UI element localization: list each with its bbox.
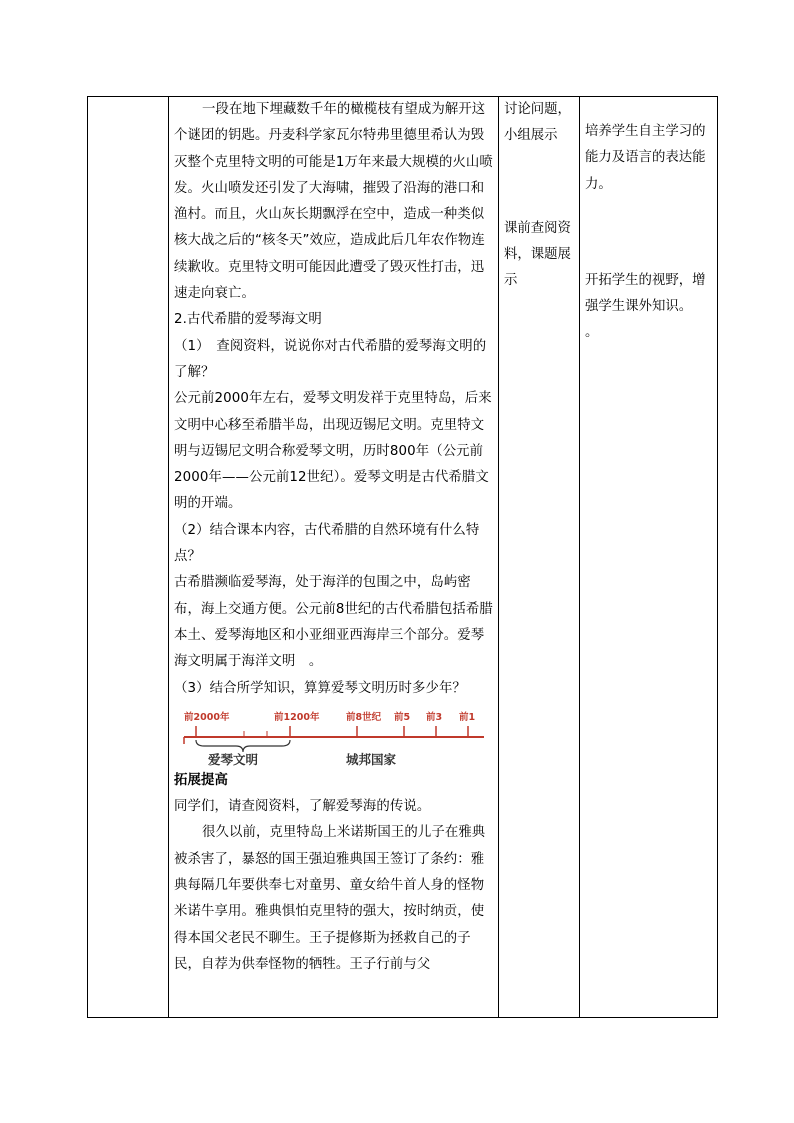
student-activity-cell [499,97,580,1018]
timeline-label-5: 前5 [394,711,411,723]
aegean-brace [196,740,290,752]
timeline-label-2000: 前2000年 [184,711,230,723]
activity-spacer [499,150,579,216]
timeline-label-1200: 前1200年 [274,711,320,723]
intent-self-study: 培养学生自主学习的能力及语言的表达能力。 [585,124,706,192]
extend-intro: 同学们，请查阅资料，了解爱琴海的传说。 [174,799,431,815]
lesson-plan-table [87,96,718,1018]
teaching-content-cell [169,97,499,1018]
timeline-label-3: 前3 [426,711,443,723]
intent-period: 。 [585,325,599,341]
extend-title: 拓展提高 [174,772,228,788]
design-intent-cell [580,97,718,1018]
answer-1: 公元前2000年左右，爱琴文明发祥于克里特岛，后来文明中心移至希腊半岛，出现迈锡尼文明。克里特文明与迈锡尼文明合称爱琴文明，历时800年（公元前2000年——公元前12世纪）。爱琴文明是古代希腊文明的开端。 [174,391,492,512]
answer-2: 古希腊濒临爱琴海，处于海洋的包围之中，岛屿密布，海上交通方便。公元前8世纪的古代希腊包括希腊本土、爱琴海地区和小亚细亚西海岸三个部分。爱琴海文明属于海洋文明 。 [174,575,493,670]
timeline-caption-city-states: 城邦国家 [346,751,397,767]
timeline-figure [174,704,494,768]
paragraph-legend: 很久以前，克里特岛上米诺斯国王的儿子在雅典被杀害了，暴怒的国王强迫雅典国王签订了条约：雅典每隔几年要供奉七对童男、童女给牛首人身的怪物米诺牛享用。雅典惧怕克里特的强大，按时纳贡，使得本国父老民不聊生。王子提修斯为拯救自己的子民，自荐为供奉怪物的牺牲。王子行前与父 [174,825,486,972]
timeline-svg [174,704,484,768]
activity-discussion: 讨论问题，小组展示 [504,102,571,144]
question-3: （3）结合所学知识，算算爱琴文明历时多少年？ [174,680,466,696]
question-2: （2）结合课本内容，古代希腊的自然环境有什么特点？ [174,522,480,565]
heading-aegean-civilization: 2.古代希腊的爱琴海文明 [174,312,322,328]
intent-spacer [580,198,717,268]
activity-preview: 课前查阅资料，课题展示 [504,220,571,289]
question-1: （1） 查阅资料，说说你对古代希腊的爱琴海文明的了解？ [174,338,487,380]
timeline-label-1: 前1 [459,711,476,723]
blank-column-cell [88,97,169,1018]
paragraph-crete-theory: 一段在地下埋藏数千年的橄榄枝有望成为解开这个谜团的钥匙。丹麦科学家瓦尔特弗里德里希认为毁灭整个克里特文明的可能是1万年来最大规模的火山喷发。火山喷发还引发了大海啸，摧毁了沿海的港口和渔村。而且，火山灰长期飘浮在空中，造成一种类似核大战之后的“核冬天”效应，造成此后几年农作物连续歉收。克里特文明可能因此遭受了毁灭性打击，迅速走向衰亡。 [174,102,493,302]
intent-broaden: 开拓学生的视野，增强学生课外知识。 [585,272,706,315]
timeline-label-8c: 前8世纪 [346,711,382,723]
timeline-caption-aegean: 爱琴文明 [208,751,259,767]
